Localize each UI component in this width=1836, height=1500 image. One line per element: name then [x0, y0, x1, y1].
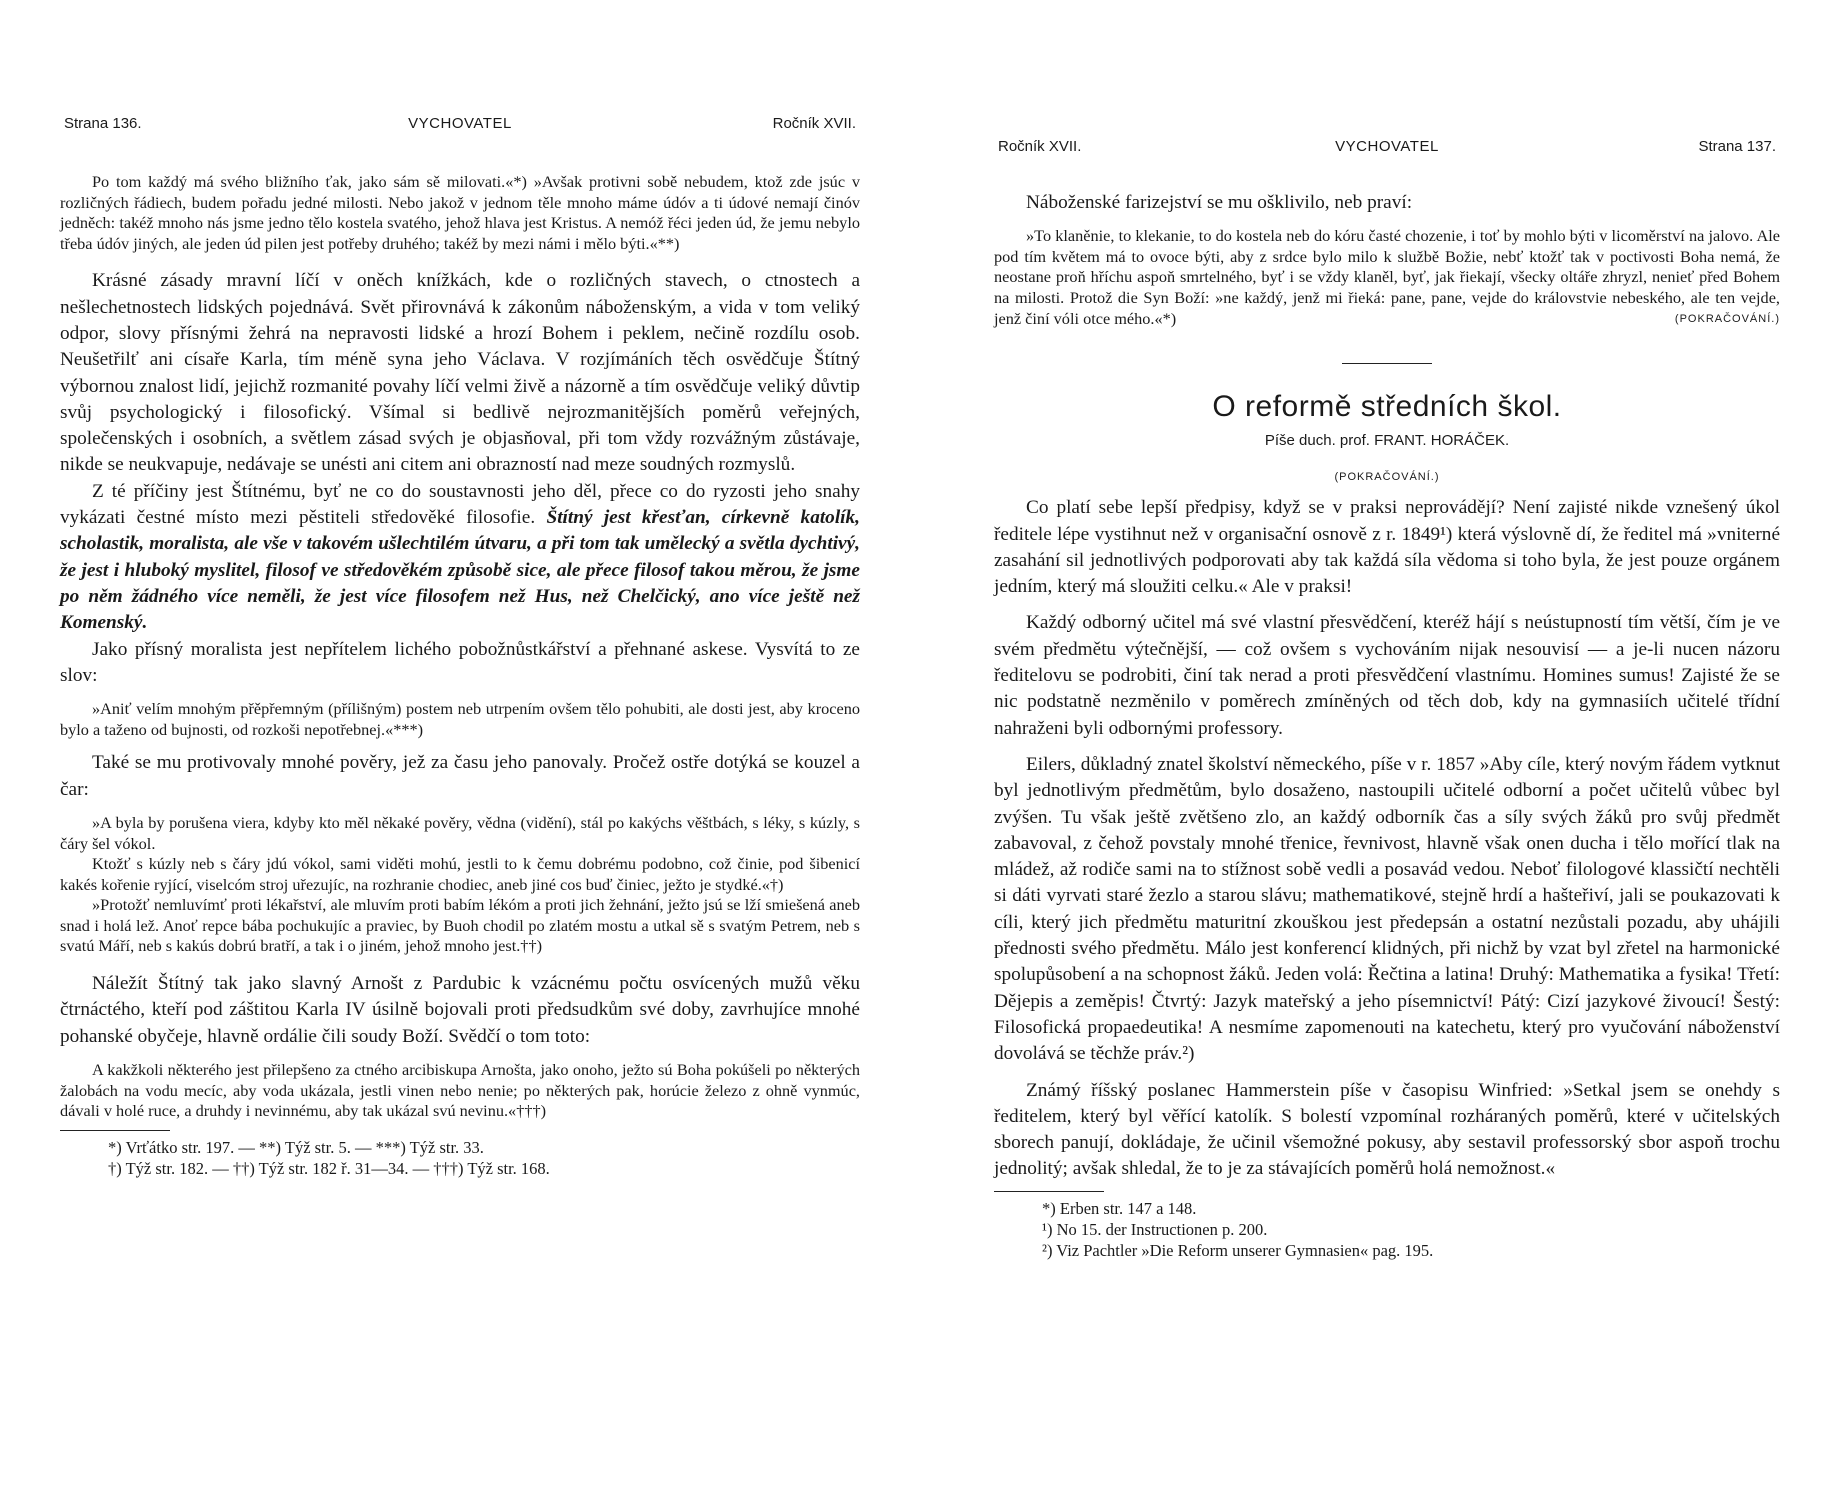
footnote-rule — [994, 1191, 1104, 1192]
volume-label: Ročník XVII. — [998, 138, 1082, 155]
section-divider — [1342, 363, 1432, 364]
quote-paragraph: »Aniť velím mnohým přěpřemným (přílišným) postem neb utrpením ovšem tělo pohubiti, ale dosti jest, aby kroceno bylo a taženo od bujnosti, od rozkoši nepotřebnej.«***) — [60, 699, 860, 739]
page-number: Strana 137. — [1698, 138, 1776, 155]
article-title: O reformě středních škol. — [1212, 390, 1562, 424]
right-page — [994, 0, 1780, 1500]
body-paragraph: Každý odborný učitel má své vlastní přesvědčení, kteréž hájí s neústupností tím větší, čím je ve svém předmětu výtečnější, — což ovšem s vychováním nijak nesouvisí — a je-li nucen názoru ředitelovu se podrobiti, činí tak nerad a proti přesvědčení vlastnímu. Homines sumus! Zajisté že se nic podstatně nezměnilo v poměrech zmíněných od těch dob, kdy na gymnasiích učitelé třídní nahraženi byli odbornými professory. — [994, 612, 1780, 739]
page-number: Strana 136. — [64, 115, 142, 132]
body-paragraph: Krásné zásady mravní líčí v oněch knížkách, kde o rozličných stavech, o ctnostech a nešlechetnostech lidských pojednává. Svět přirovnává k zákonům náboženským, a vida v tom veliký odpor, slovy přísnými žehrá na nepravosti lidské a hrozí Bohem i peklem, nečině rozdílu osob. Neušetřilť ani císaře Karla, tím méně syna jeho Václava. V rozjímáních těch osvědčuje Štítný výbornou znalost lidí, jejichž rozmanité povahy líčí velmi živě a názorně a tím osvědčuje veliký důvtip svůj psychologický i filosofický. Všímal si bedlivě nejrozmanitějších poměrů veřejných, společenských i osobních, a světlem zásad svých je objasňoval, při tom vždy rozvážným zůstávaje, nikde se neukvapuje, nedávaje se unésti ani citem ani obrazností nad meze soudných rozmyslů. — [60, 270, 860, 476]
article-byline: Píše duch. prof. FRANT. HORÁČEK. — [1264, 432, 1510, 450]
body-paragraph: Také se mu protivovaly mnohé pověry, jež za času jeho panovaly. Pročež ostře dotýká se kouzel a čar: — [60, 752, 860, 800]
left-page-body — [60, 172, 860, 1179]
footnote: †) Týž str. 182. — ††) Týž str. 182 ř. 31—34. — †††) Týž str. 168. — [108, 1158, 550, 1178]
running-title: VYCHOVATEL — [1335, 138, 1439, 155]
body-paragraph: Náboženské farizejství se mu ošklivilo, neb praví: — [1026, 192, 1413, 213]
continued-tag: (POKRAČOVÁNÍ.) — [1334, 471, 1440, 484]
quote-paragraph: Ktožť s kúzly neb s čáry jdú vókol, sami viděti mohú, jestli to k čemu dobrému podobno, což činie, pod šibenicí kakés kořenie ryjící, viselcóm stroj uřezujíc, na rozhranie chodiec, aneb jiné cos buď činiec, ježto je stydké.«†) — [60, 854, 860, 894]
footnote: ²) Viz Pachtler »Die Reform unserer Gymnasien« pag. 195. — [1042, 1240, 1434, 1260]
quote-paragraph: »Protožť nemluvímť proti lékařství, ale mluvím proti babím lékóm a proti jich žehnání, ježto jsú se lží smiešená aneb snad i holá lež. Anoť repce bába pochukujíc a praviec, by Buoh chodil po zlatém mostu a utkal sě s svatým Petrem, neb s svatú Máří, neb s kakús dobrú bratří, a tak i o jiném, jehož mnoho jest.††) — [60, 895, 860, 956]
quote-paragraph: »A byla by porušena viera, kdyby kto měl někaké pověry, vědna (vidění), stál po kakýchs věštbách, s léky, s kúzly, s čáry šel vókol. — [60, 812, 860, 853]
left-page-header — [60, 115, 860, 141]
left-page — [60, 0, 860, 1500]
body-paragraph: Jako přísný moralista jest nepřítelem lichého pobožnůstkářství a přehnané askese. Vysvítá to ze slov: — [60, 638, 860, 686]
body-paragraph: Známý říšský poslanec Hammerstein píše v časopisu Winfried: »Setkal jsem se onehdy s ředitelem, který byl věřící katolík. S bolestí vzpomínal rozháraných poměrů, které v učitelských sborech panují, dokládaje, že učinil všemožné pokusy, aby sestavil professorský sbor aspoň trochu jednolitý; avšak shledal, že to je za stávajících poměrů holá nemožnost.« — [994, 1079, 1780, 1180]
footnote-rule — [60, 1130, 170, 1131]
body-paragraph: Co platí sebe lepší předpisy, když se v praksi neprovádějí? Není zajisté nikde vznešený úkol ředitele lépe vystihnut než v organisační osnově z r. 1849¹) která výslovně dí, že ředitel má »vniterné zasahání sil jednotlivých podporovati aby tak každá síla vědoma si toho byla, že jest pouze orgánem jedním, který má sloužiti celku.« Ale v praksi! — [994, 497, 1780, 598]
quote-paragraph: Po tom každý má svého bližního ťak, jako sám sě milovati.«*) »Avšak protivni sobě nebudem, ktož zde jsúc v rozličných řádiech, budem pořadu jedné milosti. Nebo jakož v jednom těle mnoho máme údóv a ti údové nemají činóv jedněch: takéž mnoho nás jsme jedno tělo kostela svatého, jehož hlava jest Kristus. A nemóž řéci jeden úd, že jemu nebylo třeba údóv jiných, ale jeden úd pilen jest potřeby druhého; takéž by mezi námi i mělo býti.«**) — [60, 172, 860, 253]
volume-label: Ročník XVII. — [772, 115, 856, 132]
running-title: VYCHOVATEL — [408, 115, 512, 132]
footnote: *) Vrťátko str. 197. — **) Týž str. 5. — ***) Týž str. 33. — [108, 1137, 484, 1157]
body-text: Z té příčiny jest Štítnému, byť ne co do soustavnosti jeho děl, přece co do ryzosti jeho snahy vykázati čestné místo mezi pěstiteli středověké filosofie. — [60, 480, 860, 529]
right-page-body — [994, 190, 1780, 1261]
body-paragraph: Eilers, důkladný znatel školství německého, píše v r. 1857 »Aby cíle, který novým řádem vytknut byl jednotlivým předmětům, bylo dosaženo, nastoupili učitelé odborní a počet učitelů vůbec byl zvýšen. Tu však ještě zvětšeno zlo, an každý odborník čas a síly svých žáků pro svůj předmět zabavoval, z čehož povstaly mnohé třenice, řevnivost, hlavně však onen ducha i tělo mořící tlak na mládež, až rodiče sami na to stížnost sobě vedli a posavád vedou. Neboť filologové klassičtí nechtěli si dáti vyrvati staré žezlo a starou slávu; mathematikové, stejně hrdí a hašteřiví, jali se poukazovati k cíli, který jich předmětu maturitní zkouškou jest předepsán a ostatní nezůstali pozadu, aby uhájili přednosti svého předmětu. Málo jest konferencí klidných, při nichž by vzat byl zřetel na harmonické spolupůsobení a na schopnost žáků. Jeden volá: Řečtina a latina! Druhý: Mathematika a fysika! Třetí: Dějepis a zeměpis! Čtvrtý: Jazyk mateřský a jeho písemnictví! Pátý: Cizí jazykové živoucí! Šestý: Filosofická propaedeutika! A nesmíme zapomenouti na katechetu, který pro vyučování náboženství dovolává se těchže práv.²) — [994, 753, 1780, 1065]
emphasized-text: Štítný jest křesťan, církevně katolík, scholastik, moralista, ale vše v takovém ušlechtilém útvaru, a při tom tak umělecký a světla dychtivý, že jest i hluboký myslitel, filosof ve středověkém způsobě sice, ale přece filosof takou měrou, že jsme po něm žádného více neměli, že jest více filosofem než Hus, než Chelčický, ano více ještě než Komenský. — [60, 507, 861, 634]
right-page-header — [994, 138, 1780, 164]
footnote: *) Erben str. 147 a 148. — [1042, 1198, 1197, 1218]
body-paragraph: Náležít Štítný tak jako slavný Arnošt z Pardubic k vzácnému počtu osvícených mužů věku čtrnáctého, kteří pod záštitou Karla IV úsilně bojovali proti předsudkům své doby, zavrhujíce mnohé pohanské obyčeje, hlavně ordálie čili soudy Boží. Svědčí o tom toto: — [60, 973, 860, 1047]
quote-paragraph: A kakžkoli některého jest přilepšeno za ctného arcibiskupa Arnošta, jako onoho, ježto sú Boha pokúšeli po některých žalobách na vodu mecíc, aby voda ukázala, jestli vinen nebo nenie; po některých pak, horúcie železo z ohně vynmúc, dávali v holé ruce, a druhdy i nevinnému, aby tak ukázal svú nevinu.«†††) — [60, 1059, 860, 1121]
continued-tag: (POKRAČOVÁNÍ.) — [1674, 313, 1780, 326]
quote-paragraph: »To klaněnie, to klekanie, to do kostela neb do kóru časté chozenie, i toť by mohlo býti v licoměrství na jalovo. Ale pod tím květem má to ovoce býti, aby z srdce bylo milo k službě Božie, nebť ktožť tak v poctivosti Boha nemá, že neostane proň hříchu aspoň smrtelného, byť i se vždy klaněl, byť, jak řiekají, všecky oltáře zhryzl, nenieť před Bohem na milosti. Protož die Syn Boží: »ne každý, jenž mi řieká: pane, pane, vejde do královstvie nebeského, ale ten vejde, jenž činí vóli otce mého.«*) — [994, 226, 1780, 328]
body-paragraph — [60, 479, 860, 637]
footnote: ¹) No 15. der Instructionen p. 200. — [1042, 1219, 1268, 1239]
